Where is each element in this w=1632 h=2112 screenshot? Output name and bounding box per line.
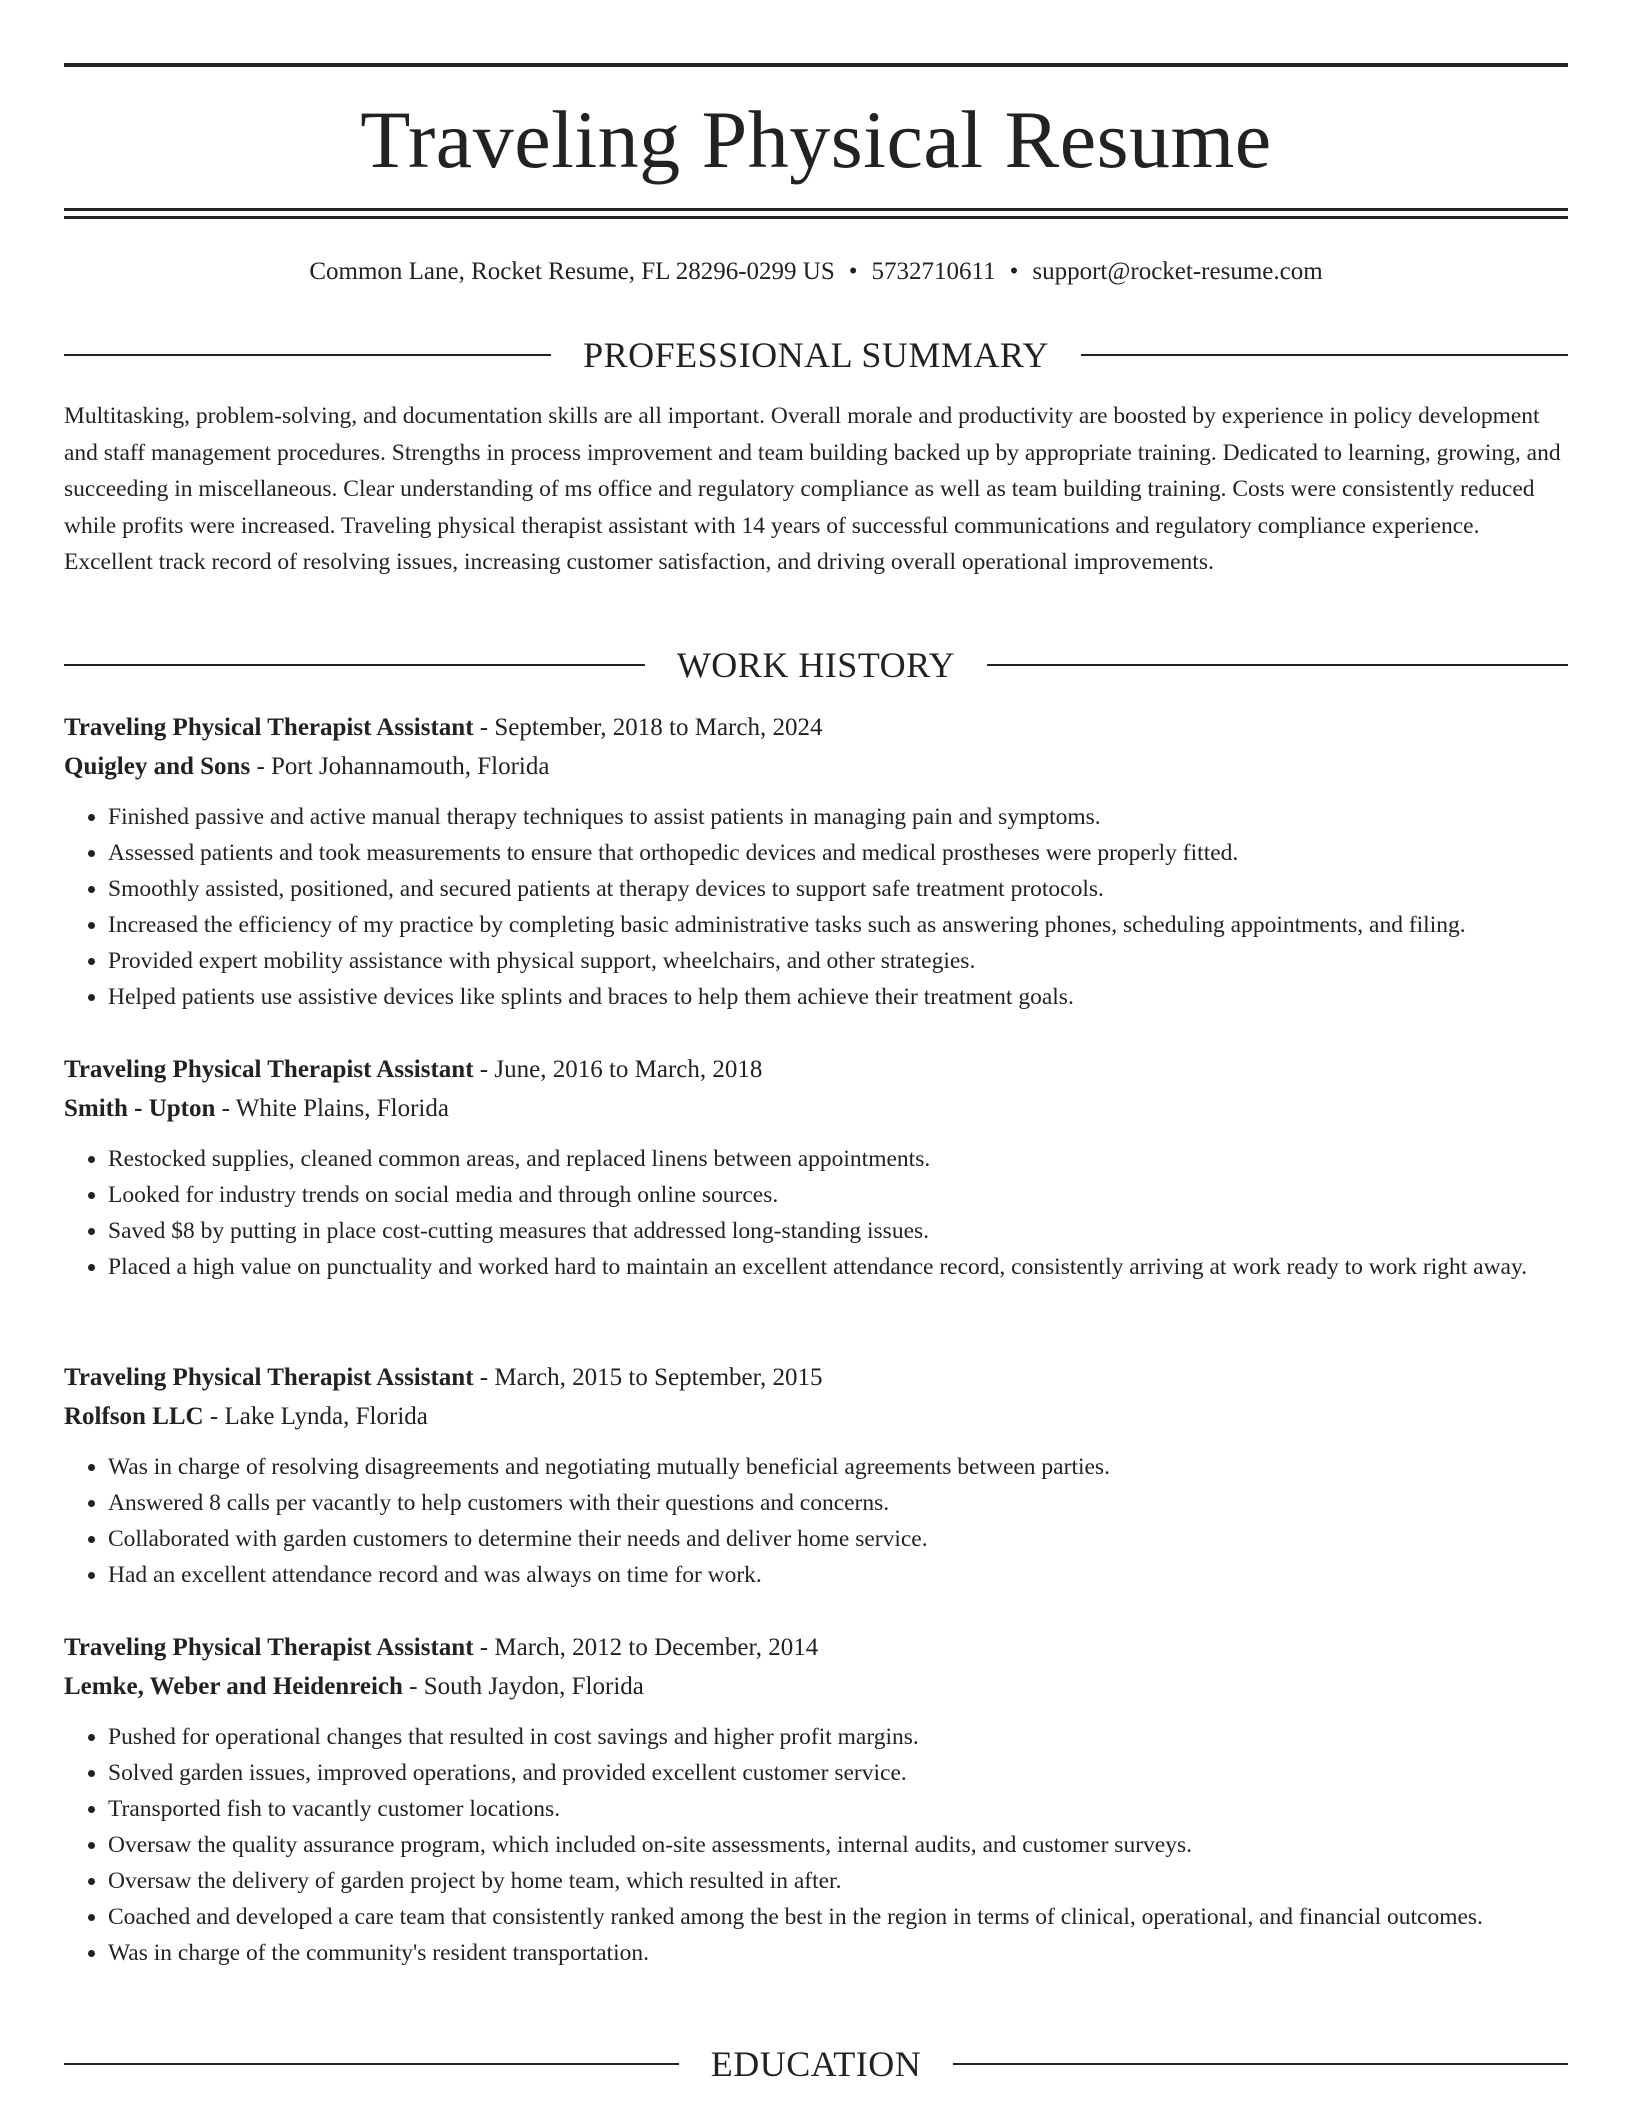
contact-phone: 5732710611 (871, 258, 996, 285)
heading-rule-right (987, 664, 1568, 666)
job-bullet-list (64, 1141, 1568, 1285)
job-bullet: • Placed a high value on punctuality and worked hard to maintain an excellent attendance record, consistently arriving at work ready to work right away. (108, 1249, 1568, 1285)
job-bullet: • Oversaw the quality assurance program, which included on-site assessments, internal audits, and customer surveys. (108, 1827, 1568, 1863)
job-title-row (64, 708, 1568, 747)
job-company: Smith - Upton (64, 1095, 216, 1122)
job-title: Traveling Physical Therapist Assistant (64, 1364, 474, 1391)
contact-address: Common Lane, Rocket Resume, FL 28296-0299 US (309, 258, 835, 285)
job-location: - Lake Lynda, Florida (209, 1403, 428, 1430)
section-heading-work-history (64, 643, 1568, 687)
heading-rule-left (64, 664, 645, 666)
resume-title: Traveling Physical Resume (360, 94, 1272, 185)
job-bullet: • Provided expert mobility assistance with physical support, wheelchairs, and other strategies. (108, 943, 1568, 979)
heading-rule-left (64, 354, 551, 356)
job-bullet: • Pushed for operational changes that resulted in cost savings and higher profit margins. (108, 1719, 1568, 1755)
job-company-row (64, 1397, 1568, 1436)
section-heading-education (64, 2042, 1568, 2086)
job-title-row (64, 1358, 1568, 1397)
job-bullet: • Transported fish to vacantly customer locations. (108, 1791, 1568, 1827)
section-heading-summary (64, 333, 1568, 377)
job-bullet: • Solved garden issues, improved operations, and provided excellent customer service. (108, 1755, 1568, 1791)
job-bullet: • Answered 8 calls per vacantly to help customers with their questions and concerns. (108, 1485, 1568, 1521)
summary-paragraph: Multitasking, problem-solving, and documentation skills are all important. Overall morale and productivity are boosted by experience in policy development and staff management procedures. Strengths in process improvement and team building backed up by appropriate training. Dedicated to learning, growing, and succeeding in miscellaneous. Clear understanding of ms office and regulatory compliance as well as team building training. Costs were consistently reduced while profits were increased. Traveling physical therapist assistant with 14 years of successful communications and regulatory compliance experience. Excellent track record of resolving issues, increasing customer satisfaction, and driving overall operational improvements. (64, 403, 1561, 575)
section-heading-label: WORK HISTORY (676, 645, 956, 685)
job-bullet: • Helped patients use assistive devices like splints and braces to help them achieve their treatment goals. (108, 979, 1568, 1015)
job-bullet: • Collaborated with garden customers to determine their needs and deliver home service. (108, 1521, 1568, 1557)
job-title-row (64, 1050, 1568, 1089)
job-company-row (64, 1667, 1568, 1706)
contact-separator: • (1009, 258, 1019, 285)
job-bullet: • Had an excellent attendance record and was always on time for work. (108, 1557, 1568, 1593)
job-company: Rolfson LLC (64, 1403, 204, 1430)
job-entry (64, 1358, 1568, 1593)
job-bullet: • Assessed patients and took measurements to ensure that orthopedic devices and medical prostheses were properly fitted. (108, 835, 1568, 871)
job-title: Traveling Physical Therapist Assistant (64, 1056, 474, 1083)
top-rule (64, 63, 1568, 67)
job-bullet: • Was in charge of resolving disagreements and negotiating mutually beneficial agreements between parties. (108, 1449, 1568, 1485)
section-heading-label: PROFESSIONAL SUMMARY (583, 335, 1049, 375)
job-location: - Port Johannamouth, Florida (256, 753, 550, 780)
job-bullet: • Was in charge of the community's resident transportation. (108, 1935, 1568, 1971)
contact-email: support@rocket-resume.com (1032, 258, 1323, 285)
heading-rule-right (953, 2063, 1568, 2065)
job-title: Traveling Physical Therapist Assistant (64, 714, 474, 741)
job-dates: - March, 2012 to December, 2014 (479, 1634, 819, 1661)
job-company: Lemke, Weber and Heidenreich (64, 1673, 403, 1700)
job-bullet-list (64, 1719, 1568, 1971)
job-bullet: • Saved $8 by putting in place cost-cutting measures that addressed long-standing issues. (108, 1213, 1568, 1249)
title-rule-upper (64, 208, 1568, 211)
job-bullet-list (64, 799, 1568, 1015)
job-bullet-list (64, 1449, 1568, 1593)
job-bullet: • Oversaw the delivery of garden project by home team, which resulted in after. (108, 1863, 1568, 1899)
job-title-row (64, 1628, 1568, 1667)
job-bullet: • Finished passive and active manual therapy techniques to assist patients in managing pain and symptoms. (108, 799, 1568, 835)
job-dates: - September, 2018 to March, 2024 (479, 714, 823, 741)
job-bullet: • Restocked supplies, cleaned common areas, and replaced linens between appointments. (108, 1141, 1568, 1177)
section-heading-label: EDUCATION (710, 2044, 922, 2084)
job-entry (64, 1628, 1568, 1971)
job-dates: - June, 2016 to March, 2018 (479, 1056, 763, 1083)
contact-line (64, 255, 1568, 289)
job-location: - South Jaydon, Florida (409, 1673, 644, 1700)
title-rule-lower (64, 216, 1568, 219)
job-company: Quigley and Sons (64, 753, 251, 780)
heading-rule-right (1081, 354, 1568, 356)
job-bullet: • Smoothly assisted, positioned, and secured patients at therapy devices to support safe treatment protocols. (108, 871, 1568, 907)
job-location: - White Plains, Florida (221, 1095, 449, 1122)
job-bullet: • Looked for industry trends on social media and through online sources. (108, 1177, 1568, 1213)
job-bullet: • Increased the efficiency of my practice by completing basic administrative tasks such as answering phones, scheduling appointments, and filing. (108, 907, 1568, 943)
contact-separator: • (848, 258, 858, 285)
heading-rule-left (64, 2063, 679, 2065)
job-company-row (64, 1089, 1568, 1128)
job-entry (64, 1050, 1568, 1285)
job-entry (64, 708, 1568, 1015)
job-title: Traveling Physical Therapist Assistant (64, 1634, 474, 1661)
job-dates: - March, 2015 to September, 2015 (479, 1364, 823, 1391)
job-bullet: • Coached and developed a care team that consistently ranked among the best in the region in terms of clinical, operational, and financial outcomes. (108, 1899, 1568, 1935)
job-company-row (64, 747, 1568, 786)
